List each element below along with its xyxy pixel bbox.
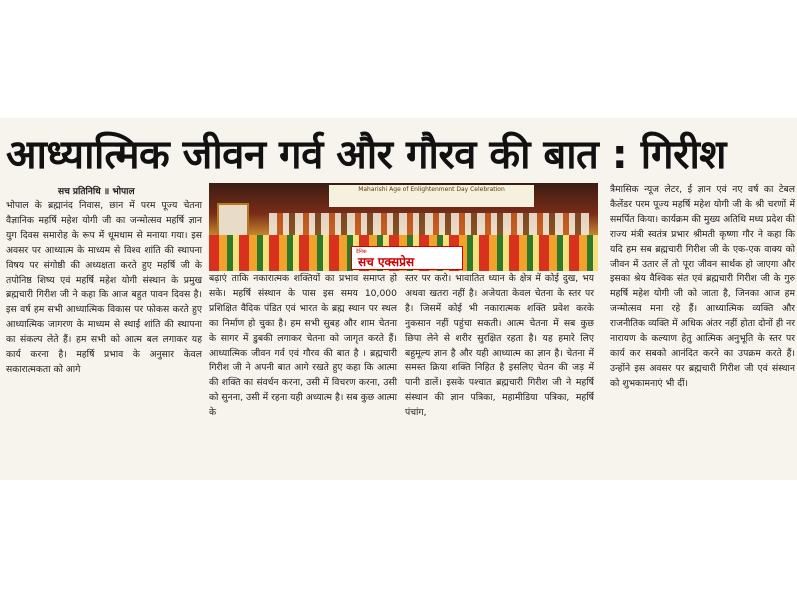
article-column-4: त्रैमासिक न्यूज लेटर, ई ज्ञान एवं नए वर्ष का टेबल कैलेंडर परम पूज्य महर्षि महेश योगी जी के श्री चरणों में समर्पित किया। कार्यक्रम की मुख्य अतिथि मध्य प्रदेश की राज्य मंत्री स्वतंत्र प्रभार श्रीमती कृष्णा गौर ने कहा कि यदि हम सब ब्रह्मचारी गिरीश जी के एक-एक वाक्य को जीवन में उतार लें तो पूरा जीवन सार्थक हो जाएगा और इसका श्रेय वैश्विक संत एवं ब्रह्मचारी गिरीश जी के गुरु महर्षि महेश योगी जी को जाता है, जिनका आज हम जन्मोत्सव मना रहे हैं। आध्यात्मिक व्यक्ति और राजनीतिक व्यक्ति में अधिक अंतर नहीं होता दोनों ही नर नारायण के कल्याण हेतु आत्मिक अनुभूति के स्तर पर कार्य कर सबको आनंदित करने का उपक्रम करते हैं। उन्होंने इस अवसर पर ब्रह्मचारी गिरीश जी एवं संस्थान को शुभकामनाएं भी दीं। bbox=[610, 184, 795, 389]
dignitaries-row bbox=[269, 213, 589, 237]
stage-banner bbox=[329, 185, 534, 207]
logo-main-text: सच एक्सप्रेस bbox=[358, 255, 415, 269]
logo-small-text: दैनिक bbox=[356, 249, 367, 255]
headline: आध्यात्मिक जीवन गर्व और गौरव की बात : गिरीश bbox=[6, 132, 727, 178]
article-column-3: स्तर पर करो। भावातित ध्यान के क्षेत्र में कोई दुख, भय अथवा खतरा नहीं है। अजेयता केवल चेतना के स्तर पर है। जिसमें कोई भी नकारात्मक शक्ति प्रवेश करके नुकसान नहीं पहुंचा सकती। आत्म चेतना में सब कुछ छिपा लेने से शरीर सुरक्षित रहता है। यह हमारे लिए बहुमूल्य ज्ञान है और यही आध्यात्म का ज्ञान है। चेतना में समस्त क्रिया शक्ति निहित है इसलिए चेतन की जड़ में पानी डालें। इसके पश्चात ब्रह्मचारी गिरीश जी ने महर्षि संस्थान की ज्ञान पत्रिका, महामीडिया पत्रिका, महर्षि पंचांग, bbox=[405, 273, 594, 419]
stage-banner-text: Maharishi Age of Enlightenment Day Celebration bbox=[358, 186, 505, 193]
article-column-1: भोपाल के ब्रह्मानंद निवास, छान में परम पूज्य चेतना वैज्ञानिक महर्षि महेश योगी जी का जन्मोत्सव महर्षि ज्ञान युग दिवस समारोह के रूप में धूमधाम से मनाया गया। इस अवसर पर आध्यात्म के माध्यम से विश्व शांति की स्थापना विषय पर संगोष्ठी की अध्यक्षता करते हुए महर्षि जी के तपोनिष्ठ शिष्य एवं महर्षि महेश योगी संस्थान के प्रमुख ब्रह्मचारी गिरीश जी ने कहा कि आज बहुत पावन दिवस है। इस वर्ष हम सभी आध्यात्मिक विकास पर फोकस करते हुए आध्यात्मिक जागरण के माध्यम से स्थाई शांति की स्थापना का संकल्प लेते हैं। हम सभी को आत्म बल लगाकर यह कार्य करना है। महर्षि प्रभाव के अनुसार केवल सकारात्मकता को आगे bbox=[6, 200, 202, 375]
event-photo bbox=[209, 183, 598, 271]
newspaper-logo bbox=[351, 246, 463, 270]
article-column-2: बढ़ाएं ताकि नकारात्मक शक्तियों का प्रभाव समाप्त हो सके। महर्षि संस्थान के पास इस समय 10,000 प्रशिक्षित वैदिक पंडित एवं भारत के ब्रह्म स्थान पर स्थल का निर्माण हो चुका है। हम सभी सुबह और शाम चेतना के सागर में डुबकी लगाकर चेतना को जागृत करते हैं। आध्यात्मिक जीवन गर्व एवं गौरव की बात है । ब्रह्मचारी गिरीश जी ने अपनी बात आगे रखते हुए कहा कि आत्मा की शक्ति का संवर्धन करना, उसी में विचरण करना, उसी को सुनना, उसी में रहना यही अध्यात्म है। सब कुछ आत्मा के bbox=[209, 273, 397, 419]
byline: सच प्रतिनिधि ॥ भोपाल bbox=[58, 187, 135, 197]
